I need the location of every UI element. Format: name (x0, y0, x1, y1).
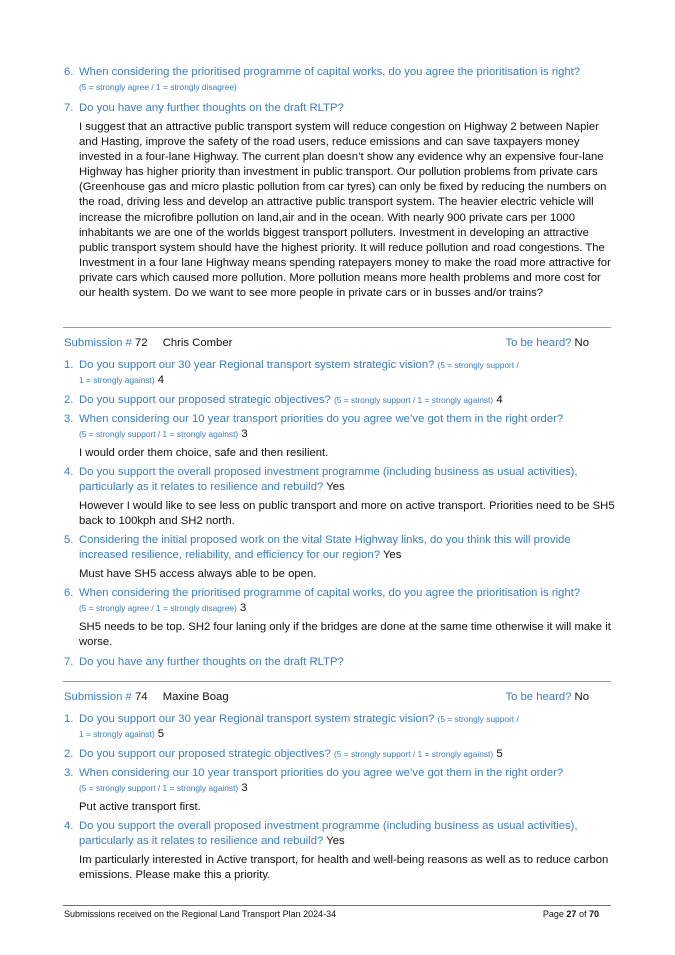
question-number: 6. (64, 66, 74, 78)
rating-scale: 1 = strongly against) (79, 375, 155, 385)
previous-submission-continuation (0, 65, 675, 301)
submission-label: Submission # (64, 337, 132, 349)
question-text: When considering our 10 year transport priorities do you agree we’ve got them in the right order? (79, 767, 564, 779)
answer-value: 4 (157, 374, 165, 386)
submission-74-body (0, 712, 675, 883)
question-text: When considering the prioritised programme of capital works, do you agree the prioritisation is right? (79, 587, 581, 600)
question-text: Do you have any further thoughts on the draft RLTP? (79, 102, 344, 114)
footer-title: Submissions received on the Regional Land Transport Plan 2024-34 (64, 909, 337, 919)
question-number: 1. (64, 713, 74, 725)
answer-value: 3 (239, 602, 247, 615)
question-number: 1. (64, 359, 74, 371)
submission-label: Submission # (64, 691, 132, 703)
question-text: Do you support our proposed strategic objectives? (79, 748, 331, 760)
answer-value: 5 (157, 728, 165, 740)
question-3 (0, 412, 675, 442)
question-1 (0, 358, 675, 388)
question-number: 3. (64, 767, 74, 779)
question-number: 4. (64, 466, 74, 479)
answer-value: 3 (241, 428, 248, 440)
question-number: 3. (64, 413, 74, 425)
question-number: 7. (64, 102, 74, 114)
question-text: Do you support our 30 year Regional transport system strategic vision? (79, 713, 435, 725)
question-number: 2. (64, 394, 74, 406)
question-text: Do you have any further thoughts on the draft RLTP? (79, 655, 344, 668)
question-number: 7. (64, 655, 74, 668)
question-6 (0, 65, 675, 95)
rating-scale: (5 = strongly support / 1 = strongly against) (333, 395, 494, 405)
question-text: When considering the prioritised programme of capital works, do you agree the prioritisation is right? (79, 66, 581, 78)
answer-value: Yes (382, 549, 402, 562)
question-4 (0, 465, 675, 495)
rating-scale: (5 = strongly support / 1 = strongly against) (79, 783, 239, 793)
rating-scale: 1 = strongly against) (79, 729, 155, 739)
divider (63, 327, 611, 328)
rating-scale: (5 = strongly support / 1 = strongly against) (333, 749, 494, 759)
answer-value: Yes (326, 481, 345, 494)
page-footer (64, 908, 611, 920)
rating-scale: (5 = strongly support / (437, 714, 519, 724)
question-text: When considering our 10 year transport priorities do you agree we’ve got them in the right order? (79, 413, 564, 425)
submitter-name: Maxine Boag (162, 691, 229, 703)
submission-number: 74 (134, 691, 148, 703)
question-6 (0, 586, 675, 616)
question-text: Do you support the overall proposed investment programme (including business as usual activities), particularly as it relates to resilience and rebuild? (79, 466, 578, 494)
question-5-comment: Must have SH5 access always able to be open. (79, 568, 317, 581)
rating-scale: (5 = strongly agree / 1 = strongly disagree) (79, 82, 237, 92)
to-be-heard: To be heard? No (505, 337, 589, 349)
answer-value: 3 (241, 782, 248, 794)
question-4 (0, 819, 675, 849)
question-3 (0, 766, 675, 796)
question-4-comment: Im particularly interested in Active transport, for health and well-being reasons as well as to reduce carbon emissions. Please make this a priority. (79, 854, 609, 882)
question-number: 5. (64, 534, 74, 547)
footer-divider (63, 905, 611, 906)
question-4-comment: However I would like to see less on public transport and more on active transport. Priorities need to be SH5 back to 100kph and SH2 north. (79, 500, 615, 528)
question-3-comment: I would order them choice, safe and then resilient. (79, 447, 329, 459)
submission-header-74 (64, 690, 611, 705)
question-text: Do you support our 30 year Regional transport system strategic vision? (79, 359, 435, 371)
rating-scale: (5 = strongly support / (437, 360, 519, 370)
answer-value: Yes (326, 835, 345, 848)
rating-scale: (5 = strongly support / 1 = strongly against) (79, 429, 239, 439)
question-text: Do you support our proposed strategic objectives? (79, 394, 331, 406)
question-6-comment: SH5 needs to be top. SH2 four laning only if the bridges are done at the same time otherwise it will make it worse. (79, 621, 611, 649)
submitter-name: Chris Comber (162, 337, 233, 349)
submission-header-72 (64, 336, 611, 351)
question-number: 4. (64, 820, 74, 833)
question-7 (0, 101, 675, 116)
question-5 (0, 533, 675, 563)
question-text: Considering the initial proposed work on the vital State Highway links, do you think this will provide increased resilience, reliability, and efficiency for our region? (79, 534, 571, 562)
question-7 (0, 655, 675, 670)
rating-scale: (5 = strongly agree / 1 = strongly disagree) (79, 603, 237, 614)
answer-value: 5 (496, 748, 503, 760)
page-number: Page 27 of 70 (542, 909, 599, 919)
question-3-comment: Put active transport first. (79, 801, 201, 813)
question-1 (0, 712, 675, 742)
question-2 (0, 747, 675, 762)
submission-number: 72 (134, 337, 148, 349)
to-be-heard: To be heard? No (505, 691, 589, 703)
question-2 (0, 393, 675, 408)
question-number: 2. (64, 748, 74, 760)
question-text: Do you support the overall proposed investment programme (including business as usual activities), particularly as it relates to resilience and rebuild? (79, 820, 578, 848)
divider (63, 681, 611, 682)
question-number: 6. (64, 587, 74, 600)
question-7-answer: I suggest that an attractive public transport system will reduce congestion on Highway 2 between Napier and Hasting, improve the safety of the road users, reduce emissions and can save taxpayers money invested in a four-lane Highway. The current plan doesn’t show any evidence why an expensive four-lane Highway has higher priority than investment in public transport. Our pollution problems from private cars (Greenhouse gas and micro plastic pollution from car tyres) can only be fixed by reducing the numbers on the road, driving less and develop an attractive public transport system. The heavier electric vehicle will increase the microfibre pollution on land,air and in the ocean. With nearly 900 private cars per 1000 inhabitants we are one of the worlds biggest transport polluters. Investment in developing an attractive public transport system should have the highest priority. It will reduce pollution and road congestions. The Investment in a four lane Highway means spending ratepayers money to make the road more attractive for private cars which caused more pollution. More pollution means more health problems and more cost for our health system. Do we want to see more people in private cars or in busses and/or trains? (79, 121, 611, 300)
answer-value: 4 (496, 394, 503, 406)
submission-72-body (0, 358, 675, 670)
